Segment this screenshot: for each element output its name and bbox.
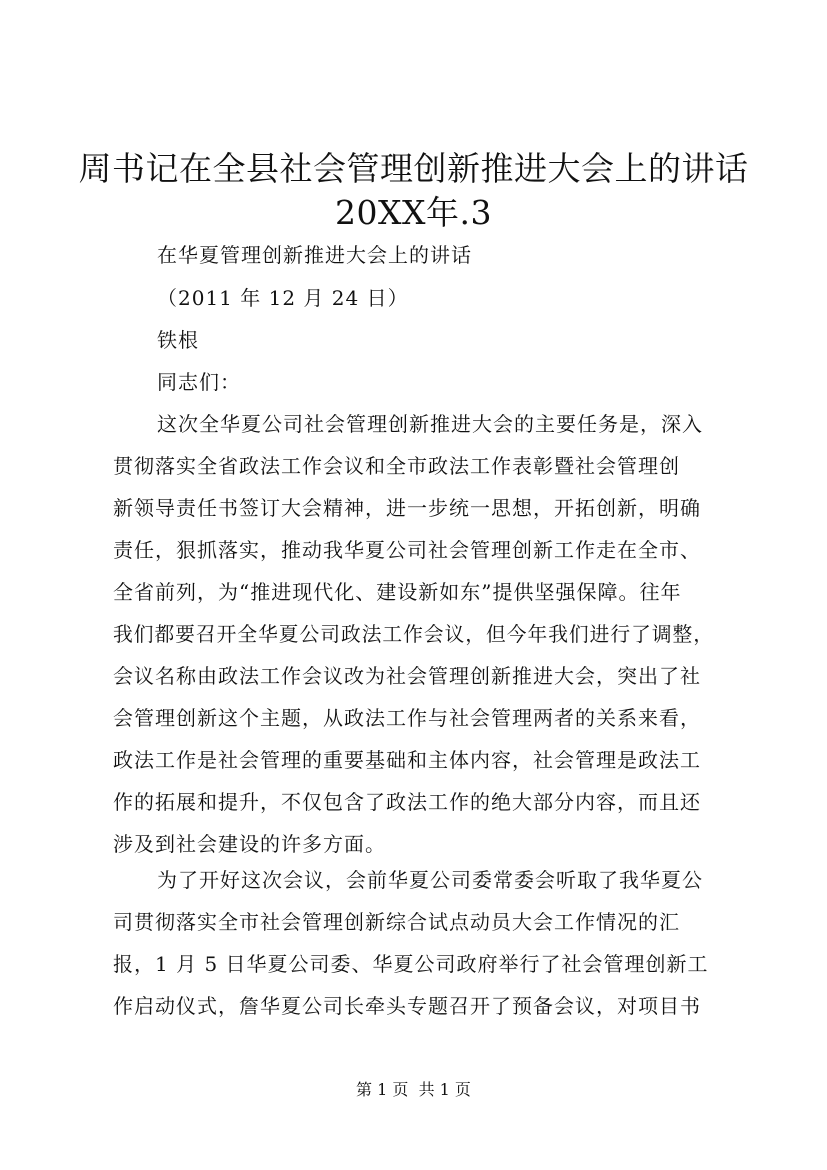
paragraph-1-line: 会管理创新这个主题，从政法工作与社会管理两者的关系来看， [113, 706, 701, 730]
paragraph-2-line: 司贯彻落实全市社会管理创新综合试点动员大会工作情况的汇 [113, 910, 680, 934]
paragraph-2-line: 报，1 月 5 日华夏公司委、华夏公司政府举行了社会管理创新工 [113, 952, 709, 976]
subtitle: 在华夏管理创新推进大会上的讲话 [157, 243, 472, 267]
paragraph-1-line: 责任，狠抓落实，推动我华夏公司社会管理创新工作走在全市、 [113, 538, 701, 562]
paragraph-1-line: 会议名称由政法工作会议改为社会管理创新推进大会，突出了社 [113, 664, 701, 688]
page-number-footer: 第 1 页 共 1 页 [356, 1080, 471, 1099]
document-title-line-1: 周书记在全县社会管理创新推进大会上的讲话 [78, 149, 749, 188]
paragraph-1-line: 作的拓展和提升，不仅包含了政法工作的绝大部分内容，而且还 [113, 790, 701, 814]
paragraph-2-line: 为了开好这次会议，会前华夏公司委常委会听取了我华夏公 [157, 868, 703, 892]
paragraph-2-line: 作启动仪式，詹华夏公司长牵头专题召开了预备会议，对项目书 [113, 994, 701, 1018]
paragraph-1-line: 涉及到社会建设的许多方面。 [113, 832, 386, 856]
paragraph-1-line: 政法工作是社会管理的重要基础和主体内容，社会管理是政法工 [113, 748, 701, 772]
salutation: 同志们： [157, 370, 241, 394]
paragraph-1-line: 我们都要召开全华夏公司政法工作会议，但今年我们进行了调整， [113, 622, 714, 646]
paragraph-1-line: 新领导责任书签订大会精神，进一步统一思想，开拓创新，明确 [113, 496, 701, 520]
speech-date: （2011 年 12 月 24 日） [157, 286, 409, 310]
paragraph-1-line: 全省前列，为“推进现代化、建设新如东”提供坚强保障。往年 [113, 580, 682, 604]
paragraph-1-line: 这次全华夏公司社会管理创新推进大会的主要任务是，深入 [157, 412, 703, 436]
paragraph-1-line: 贯彻落实全省政法工作会议和全市政法工作表彰暨社会管理创 [113, 454, 680, 478]
document-title-line-2: 20XX年.3 [335, 193, 492, 232]
speaker-name: 铁根 [157, 328, 199, 352]
